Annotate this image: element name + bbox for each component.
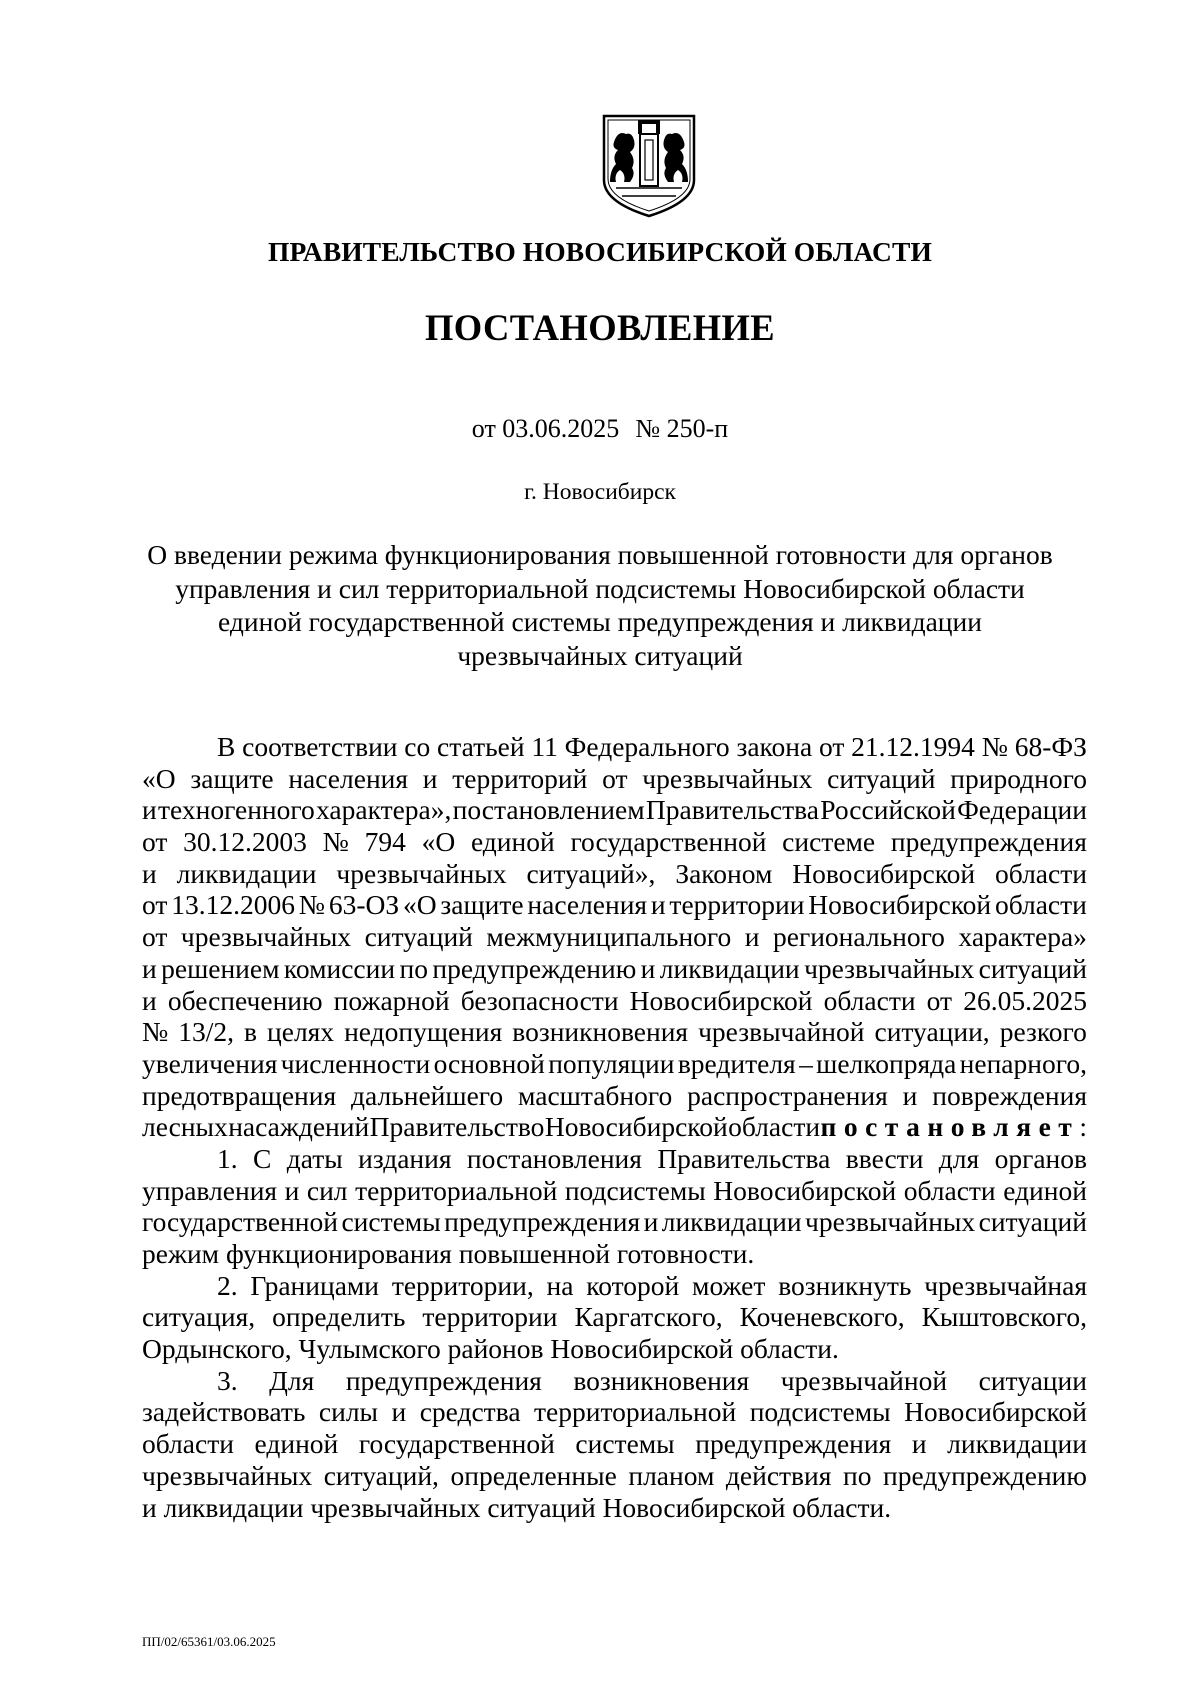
- word: №: [298, 889, 326, 921]
- word: от: [602, 762, 628, 794]
- body-line: [142, 1396, 1087, 1428]
- word: Правительство: [369, 1111, 545, 1143]
- body-line: [142, 1428, 1087, 1460]
- word: ситуаций»,: [526, 857, 656, 889]
- word: и: [902, 1079, 918, 1111]
- word: для: [938, 1142, 980, 1174]
- word: ликвидации: [163, 1491, 311, 1523]
- body-line: [142, 858, 1087, 890]
- word: насаждений: [228, 1111, 370, 1143]
- footer-code: ПП/02/65361/03.06.2025: [142, 1634, 276, 1649]
- word: чрезвычайных: [804, 952, 975, 984]
- word: и: [142, 1491, 164, 1523]
- word: даты: [286, 1142, 343, 1174]
- word: системе: [782, 826, 876, 858]
- word: области: [728, 1111, 821, 1143]
- word: чрезвычайной: [780, 1364, 948, 1396]
- body-line: [142, 826, 1087, 858]
- word: и: [643, 1206, 659, 1238]
- word: единой: [254, 1428, 339, 1460]
- word: чрезвычайных: [336, 857, 507, 889]
- word: и: [650, 889, 666, 921]
- word: закона: [736, 731, 813, 762]
- word: Кыштовского,: [921, 1301, 1087, 1333]
- word: определить: [272, 1301, 406, 1333]
- word: масштабного: [518, 1079, 673, 1111]
- document-type: ПОСТАНОВЛЕНИЕ: [424, 307, 776, 348]
- word: 21.12.1994: [851, 731, 975, 762]
- body-line: [142, 921, 1087, 953]
- word: межмуниципального: [486, 921, 732, 953]
- word: Ордынского,: [142, 1333, 299, 1365]
- word: ситуаций: [364, 921, 473, 953]
- word: предотвращения: [142, 1079, 337, 1111]
- document-body: [142, 731, 1087, 1523]
- word: Новосибирской: [713, 1174, 897, 1206]
- word: Новосибирской: [792, 857, 976, 889]
- body-line: [142, 1301, 1087, 1333]
- word: Чулымского: [298, 1333, 448, 1365]
- word: 794: [364, 826, 406, 858]
- word: и: [911, 1428, 927, 1460]
- word: Правительства: [645, 794, 819, 826]
- word: защите: [440, 889, 524, 921]
- word: Каргатского,: [574, 1301, 723, 1333]
- word: территориальной: [355, 1174, 558, 1206]
- body-line: [142, 1016, 1087, 1048]
- word: обеспечению: [167, 984, 323, 1016]
- word: территории,: [391, 1269, 534, 1301]
- word: техногенного: [158, 794, 315, 826]
- body-line: [142, 1111, 1087, 1143]
- word: основной: [433, 1047, 545, 1079]
- word: от: [142, 889, 168, 921]
- body-line: [142, 1175, 1087, 1207]
- word: популяции: [548, 1047, 675, 1079]
- word: чрезвычайной: [698, 1016, 865, 1048]
- word: шелкопряда: [816, 1047, 957, 1079]
- word: ликвидации: [947, 1428, 1087, 1460]
- word: повышенной: [458, 1238, 617, 1269]
- word: вредителя: [677, 1047, 796, 1079]
- word: 63-ОЗ: [328, 889, 400, 921]
- word: со: [404, 731, 431, 762]
- word: населения: [527, 889, 648, 921]
- word: системы: [575, 1428, 675, 1460]
- word: государственной: [142, 1206, 338, 1238]
- spaced-keyword: постановляет: [820, 1111, 1080, 1143]
- word: Российской: [820, 794, 956, 826]
- word: «О: [421, 826, 456, 858]
- word: районов: [447, 1333, 551, 1365]
- word: подсистемы: [749, 1396, 891, 1428]
- word: дальнейшего: [351, 1079, 504, 1111]
- word: и: [142, 952, 157, 984]
- word: «О: [402, 889, 437, 921]
- word: действия: [725, 1459, 832, 1491]
- word: Для: [269, 1364, 315, 1396]
- word: ликвидации: [176, 857, 317, 889]
- word: увеличения: [142, 1047, 278, 1079]
- date-number-line: [0, 414, 1200, 444]
- word: от: [142, 921, 168, 953]
- word: чрезвычайных: [642, 762, 813, 794]
- word: недопущения: [344, 1016, 503, 1048]
- word: предупреждения: [890, 826, 1087, 858]
- word: и: [422, 762, 438, 794]
- word: сил: [306, 1174, 348, 1206]
- word: чрезвычайных: [310, 1491, 488, 1523]
- word: готовности.: [616, 1238, 755, 1269]
- word: безопасности: [460, 984, 619, 1016]
- word: 2.: [217, 1269, 238, 1301]
- word: и: [640, 952, 656, 984]
- word: возникновения: [573, 1364, 750, 1396]
- word: непарного,: [959, 1047, 1087, 1079]
- word: пожарной: [333, 984, 450, 1016]
- organization-name: ПРАВИТЕЛЬСТВО НОВОСИБИРСКОЙ ОБЛАСТИ: [268, 236, 932, 267]
- word: Новосибирской: [544, 1111, 728, 1143]
- word: №: [142, 1016, 169, 1048]
- body-line: [142, 794, 1087, 826]
- word: предупреждения: [345, 1364, 542, 1396]
- body-line: [142, 1206, 1087, 1238]
- word: ситуаций: [827, 762, 936, 794]
- word: определенные: [450, 1459, 617, 1491]
- word: ввести: [845, 1142, 924, 1174]
- word: территориальной: [534, 1396, 737, 1428]
- word: ликвидации: [659, 952, 800, 984]
- word: целях: [267, 1016, 335, 1048]
- word: 1.: [217, 1142, 238, 1174]
- word: ситуаций: [978, 952, 1087, 984]
- word: Новосибирской: [629, 984, 813, 1016]
- word: издания: [358, 1142, 452, 1174]
- word: постановления: [466, 1142, 642, 1174]
- word: ситуация,: [142, 1301, 256, 1333]
- word: режим: [142, 1238, 226, 1269]
- body-line: [142, 985, 1087, 1017]
- word: силы: [318, 1396, 379, 1428]
- title-line: единой государственной системы предупреждения и ликвидации: [218, 606, 982, 637]
- body-line: [142, 1365, 1087, 1397]
- document-number: № 250-п: [635, 414, 729, 443]
- word: и: [284, 1174, 300, 1206]
- word: 13.12.2006: [171, 889, 295, 921]
- body-line: [142, 1333, 1087, 1365]
- word: от: [818, 731, 845, 762]
- word: в: [244, 1016, 258, 1048]
- word: Законом: [675, 857, 773, 889]
- word: органов: [994, 1142, 1087, 1174]
- word: и: [142, 857, 157, 889]
- decree-keyword: [820, 1111, 1086, 1143]
- title-line: О введении режима функционирования повышенной готовности для органов: [147, 539, 1053, 570]
- keyword-tail: :: [1079, 1111, 1087, 1143]
- word: Федерального: [564, 731, 730, 762]
- word: государственной: [358, 1428, 555, 1460]
- word: области: [823, 984, 916, 1016]
- word: соответствии: [242, 731, 398, 762]
- word: защите: [190, 762, 274, 794]
- city: г. Новосибирск: [524, 479, 676, 505]
- word: Новосибирской: [808, 889, 992, 921]
- word: единой: [470, 826, 555, 858]
- word: планом: [628, 1459, 715, 1491]
- title-line: чрезвычайных ситуаций: [457, 639, 743, 671]
- word: ликвидации: [661, 1206, 802, 1238]
- body-line: [142, 889, 1087, 921]
- word: государственной: [570, 826, 767, 858]
- word: области.: [740, 1333, 839, 1365]
- word: комиссии: [283, 952, 396, 984]
- word: управления: [142, 1174, 278, 1206]
- word: подсистемы: [564, 1174, 706, 1206]
- word: на: [546, 1269, 574, 1301]
- word: может: [692, 1269, 766, 1301]
- word: предупреждению: [883, 1459, 1087, 1491]
- word: чрезвычайных: [805, 1206, 976, 1238]
- word: области: [903, 1174, 996, 1206]
- word: и: [142, 794, 157, 826]
- word: и: [744, 921, 760, 953]
- word: повреждения: [932, 1079, 1087, 1111]
- coat-of-arms-icon: [600, 112, 698, 220]
- word: системы: [341, 1206, 441, 1238]
- body-line: [142, 763, 1087, 795]
- word: 30.12.2003: [183, 826, 307, 858]
- body-line: [142, 1048, 1087, 1080]
- word: 26.05.2025: [963, 984, 1087, 1016]
- word: от: [926, 984, 953, 1016]
- word: –: [799, 1047, 813, 1079]
- word: С: [253, 1142, 272, 1174]
- word: населения: [288, 762, 409, 794]
- word: ситуации: [978, 1364, 1087, 1396]
- word: области: [142, 1428, 234, 1460]
- word: 11: [531, 731, 558, 762]
- document-date: от 03.06.2025: [471, 414, 620, 443]
- word: Новосибирской: [550, 1333, 741, 1365]
- word: по: [399, 952, 428, 984]
- word: средства: [419, 1396, 521, 1428]
- word: характера»,: [316, 794, 452, 826]
- body-line: [142, 1143, 1087, 1175]
- word: по: [842, 1459, 872, 1491]
- word: возникновения: [512, 1016, 689, 1048]
- word: 68-ФЗ: [1014, 731, 1087, 762]
- word: «О: [142, 762, 176, 794]
- word: чрезвычайных: [142, 1459, 313, 1491]
- word: регионального: [772, 921, 945, 953]
- word: Новосибирской: [904, 1396, 1087, 1428]
- word: области: [995, 857, 1087, 889]
- word: задействовать: [142, 1396, 306, 1428]
- word: Новосибирской: [602, 1491, 793, 1523]
- body-line: [142, 1270, 1087, 1302]
- word: функционирования: [225, 1238, 459, 1269]
- word: природного: [950, 762, 1087, 794]
- word: 3.: [217, 1364, 238, 1396]
- word: которой: [586, 1269, 680, 1301]
- word: Правительства: [657, 1142, 831, 1174]
- word: и: [142, 984, 157, 1016]
- word: лесных: [142, 1111, 228, 1143]
- word: ситуации,: [874, 1016, 990, 1048]
- word: предупреждения: [444, 1206, 641, 1238]
- word: предупреждения: [695, 1428, 892, 1460]
- body-line: [142, 1080, 1087, 1112]
- body-line: [142, 731, 1087, 763]
- body-line: [142, 1492, 1087, 1524]
- word: чрезвычайных: [180, 921, 352, 953]
- word: резкого: [999, 1016, 1087, 1048]
- word: Границами: [250, 1269, 380, 1301]
- word: территории: [422, 1301, 558, 1333]
- word: единой: [1003, 1174, 1087, 1206]
- body-line: [142, 1460, 1087, 1492]
- body-line: [142, 1238, 1087, 1270]
- word: характера»: [958, 921, 1087, 953]
- word: постановлением: [452, 794, 645, 826]
- word: ситуаций: [978, 1206, 1087, 1238]
- word: ситуаций,: [323, 1459, 439, 1491]
- word: Коченевского,: [739, 1301, 905, 1333]
- word: Федерации: [957, 794, 1087, 826]
- word: численности: [280, 1047, 431, 1079]
- word: 13/2,: [178, 1016, 235, 1048]
- word: территорий: [452, 762, 588, 794]
- word: ситуаций: [487, 1491, 603, 1523]
- word: области.: [792, 1491, 892, 1523]
- word: чрезвычайная: [924, 1269, 1087, 1301]
- body-line: [142, 953, 1087, 985]
- word: распространения: [687, 1079, 888, 1111]
- word: №: [322, 826, 349, 858]
- word: №: [981, 731, 1008, 762]
- word: возникнуть: [778, 1269, 912, 1301]
- word: территории: [669, 889, 805, 921]
- word: статьей: [437, 731, 525, 762]
- word: В: [217, 731, 236, 762]
- word: области: [994, 889, 1087, 921]
- word: решением: [161, 952, 280, 984]
- word: предупреждению: [432, 952, 637, 984]
- title-line: управления и сил территориальной подсистемы Новосибирской области: [175, 572, 1025, 604]
- word: и: [391, 1396, 407, 1428]
- word: от: [142, 826, 168, 858]
- document-title: [0, 538, 1200, 672]
